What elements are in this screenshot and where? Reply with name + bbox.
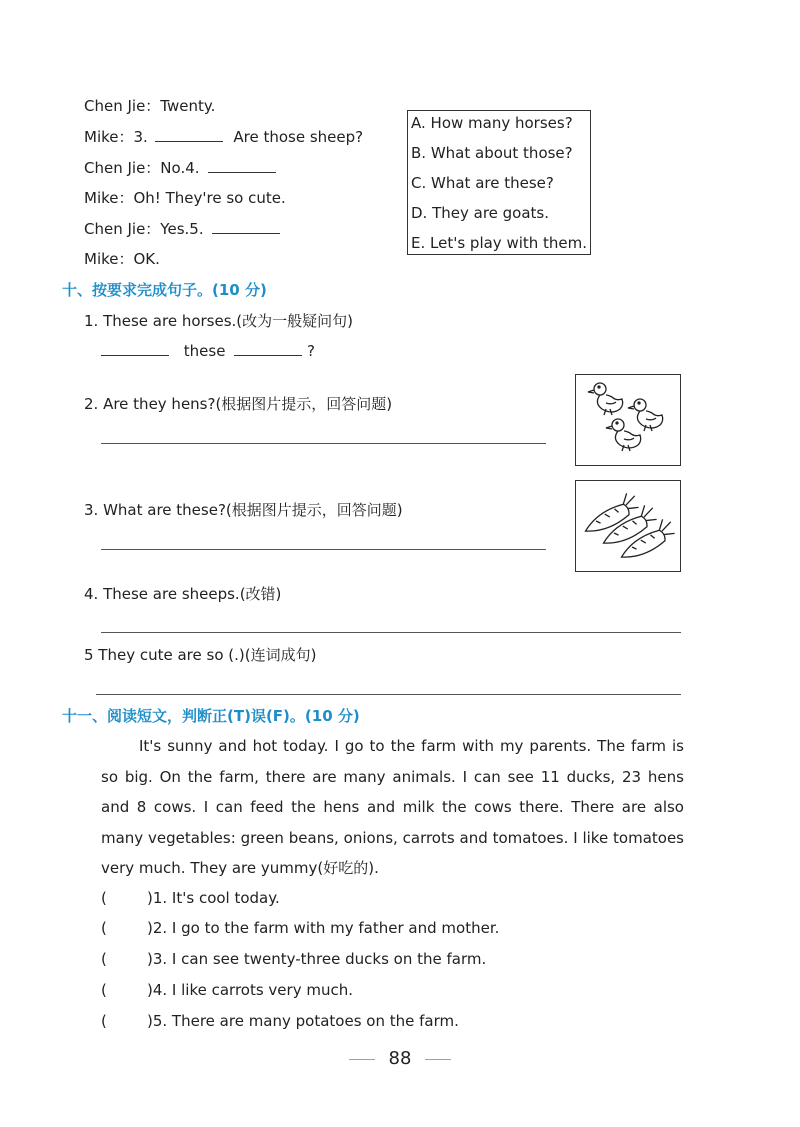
section-10-title: 十、按要求完成句子。(10 分)	[62, 281, 267, 299]
tf-text-1: )1. It's cool today.	[147, 889, 280, 907]
tf-answer-slot-3[interactable]: (	[101, 950, 107, 968]
dialogue-line-5	[84, 219, 280, 239]
q1-question-mark: ?	[307, 342, 315, 360]
tf-text-4: )4. I like carrots very much.	[147, 981, 353, 999]
question-5-answer-line[interactable]	[96, 694, 681, 695]
q1-blank-2[interactable]	[234, 341, 302, 356]
question-3-answer-line[interactable]	[101, 549, 546, 550]
page-number	[0, 1048, 800, 1069]
tf-answer-slot-5[interactable]: (	[101, 1012, 107, 1030]
question-1-answer-line	[101, 341, 315, 361]
option-b: B. What about those?	[411, 144, 573, 162]
q1-these: these	[183, 342, 226, 360]
tf-item-3	[101, 949, 486, 969]
tf-answer-slot-2[interactable]: (	[101, 919, 107, 937]
tf-text-3: )3. I can see twenty-three ducks on the farm.	[147, 950, 487, 968]
question-4-answer-line[interactable]	[101, 632, 681, 633]
answer-blank-3[interactable]	[155, 127, 223, 142]
dialogue-line-3	[84, 158, 276, 178]
option-d: D. They are goats.	[411, 204, 550, 222]
page-number-dash-right	[425, 1059, 451, 1060]
question-5: 5 They cute are so (.)(连词成句)	[84, 646, 317, 664]
question-4: 4. These are sheeps.(改错)	[84, 585, 282, 603]
dialogue-line-3-speaker: Chen Jie：No.4.	[84, 159, 200, 177]
option-a: A. How many horses?	[411, 114, 573, 132]
dialogue-line-2	[84, 127, 363, 147]
tf-item-1	[101, 888, 280, 908]
ducks-icon	[576, 375, 679, 464]
answer-blank-5[interactable]	[212, 219, 280, 234]
question-1: 1. These are horses.(改为一般疑问句)	[84, 312, 353, 330]
section-11-title: 十一、阅读短文，判断正(T)误(F)。(10 分)	[62, 707, 360, 725]
q1-blank-1[interactable]	[101, 341, 169, 356]
answer-blank-4[interactable]	[208, 158, 276, 173]
tf-text-5: )5. There are many potatoes on the farm.	[147, 1012, 459, 1030]
tf-item-5	[101, 1011, 459, 1031]
option-c: C. What are these?	[411, 174, 554, 192]
question-2: 2. Are they hens?(根据图片提示，回答问题)	[84, 395, 393, 413]
question-2-answer-line[interactable]	[101, 443, 546, 444]
page-number-value: 88	[388, 1048, 412, 1069]
option-e: E. Let's play with them.	[411, 234, 588, 252]
reading-passage-text: It's sunny and hot today. I go to the farm with my parents. The farm is so big. On the farm, there are many animals. I can see 11 ducks, 23 hens and 8 cows. I can feed the hens and milk the cows there. There are also many vegetables: green beans, onions, carrots and tomatoes. I like tomatoes very much. They are yummy(好吃的).	[101, 737, 684, 877]
carrots-picture	[575, 480, 681, 572]
page-number-dash-left	[349, 1059, 375, 1060]
dialogue-line-5-speaker: Chen Jie：Yes.5.	[84, 220, 204, 238]
dialogue-line-2-text: Are those sheep?	[233, 128, 364, 146]
dialogue-line-4: Mike：Oh! They're so cute.	[84, 189, 286, 207]
options-box	[407, 110, 591, 255]
dialogue-line-1: Chen Jie：Twenty.	[84, 97, 216, 115]
tf-item-4	[101, 980, 353, 1000]
carrots-icon	[576, 481, 679, 570]
tf-answer-slot-4[interactable]: (	[101, 981, 107, 999]
dialogue-line-2-speaker: Mike：3.	[84, 128, 148, 146]
tf-item-2	[101, 918, 499, 938]
question-3: 3. What are these?(根据图片提示，回答问题)	[84, 501, 403, 519]
tf-text-2: )2. I go to the farm with my father and mother.	[147, 919, 500, 937]
reading-passage	[101, 731, 684, 884]
dialogue-line-6: Mike：OK.	[84, 250, 160, 268]
ducks-picture	[575, 374, 681, 466]
tf-answer-slot-1[interactable]: (	[101, 889, 107, 907]
